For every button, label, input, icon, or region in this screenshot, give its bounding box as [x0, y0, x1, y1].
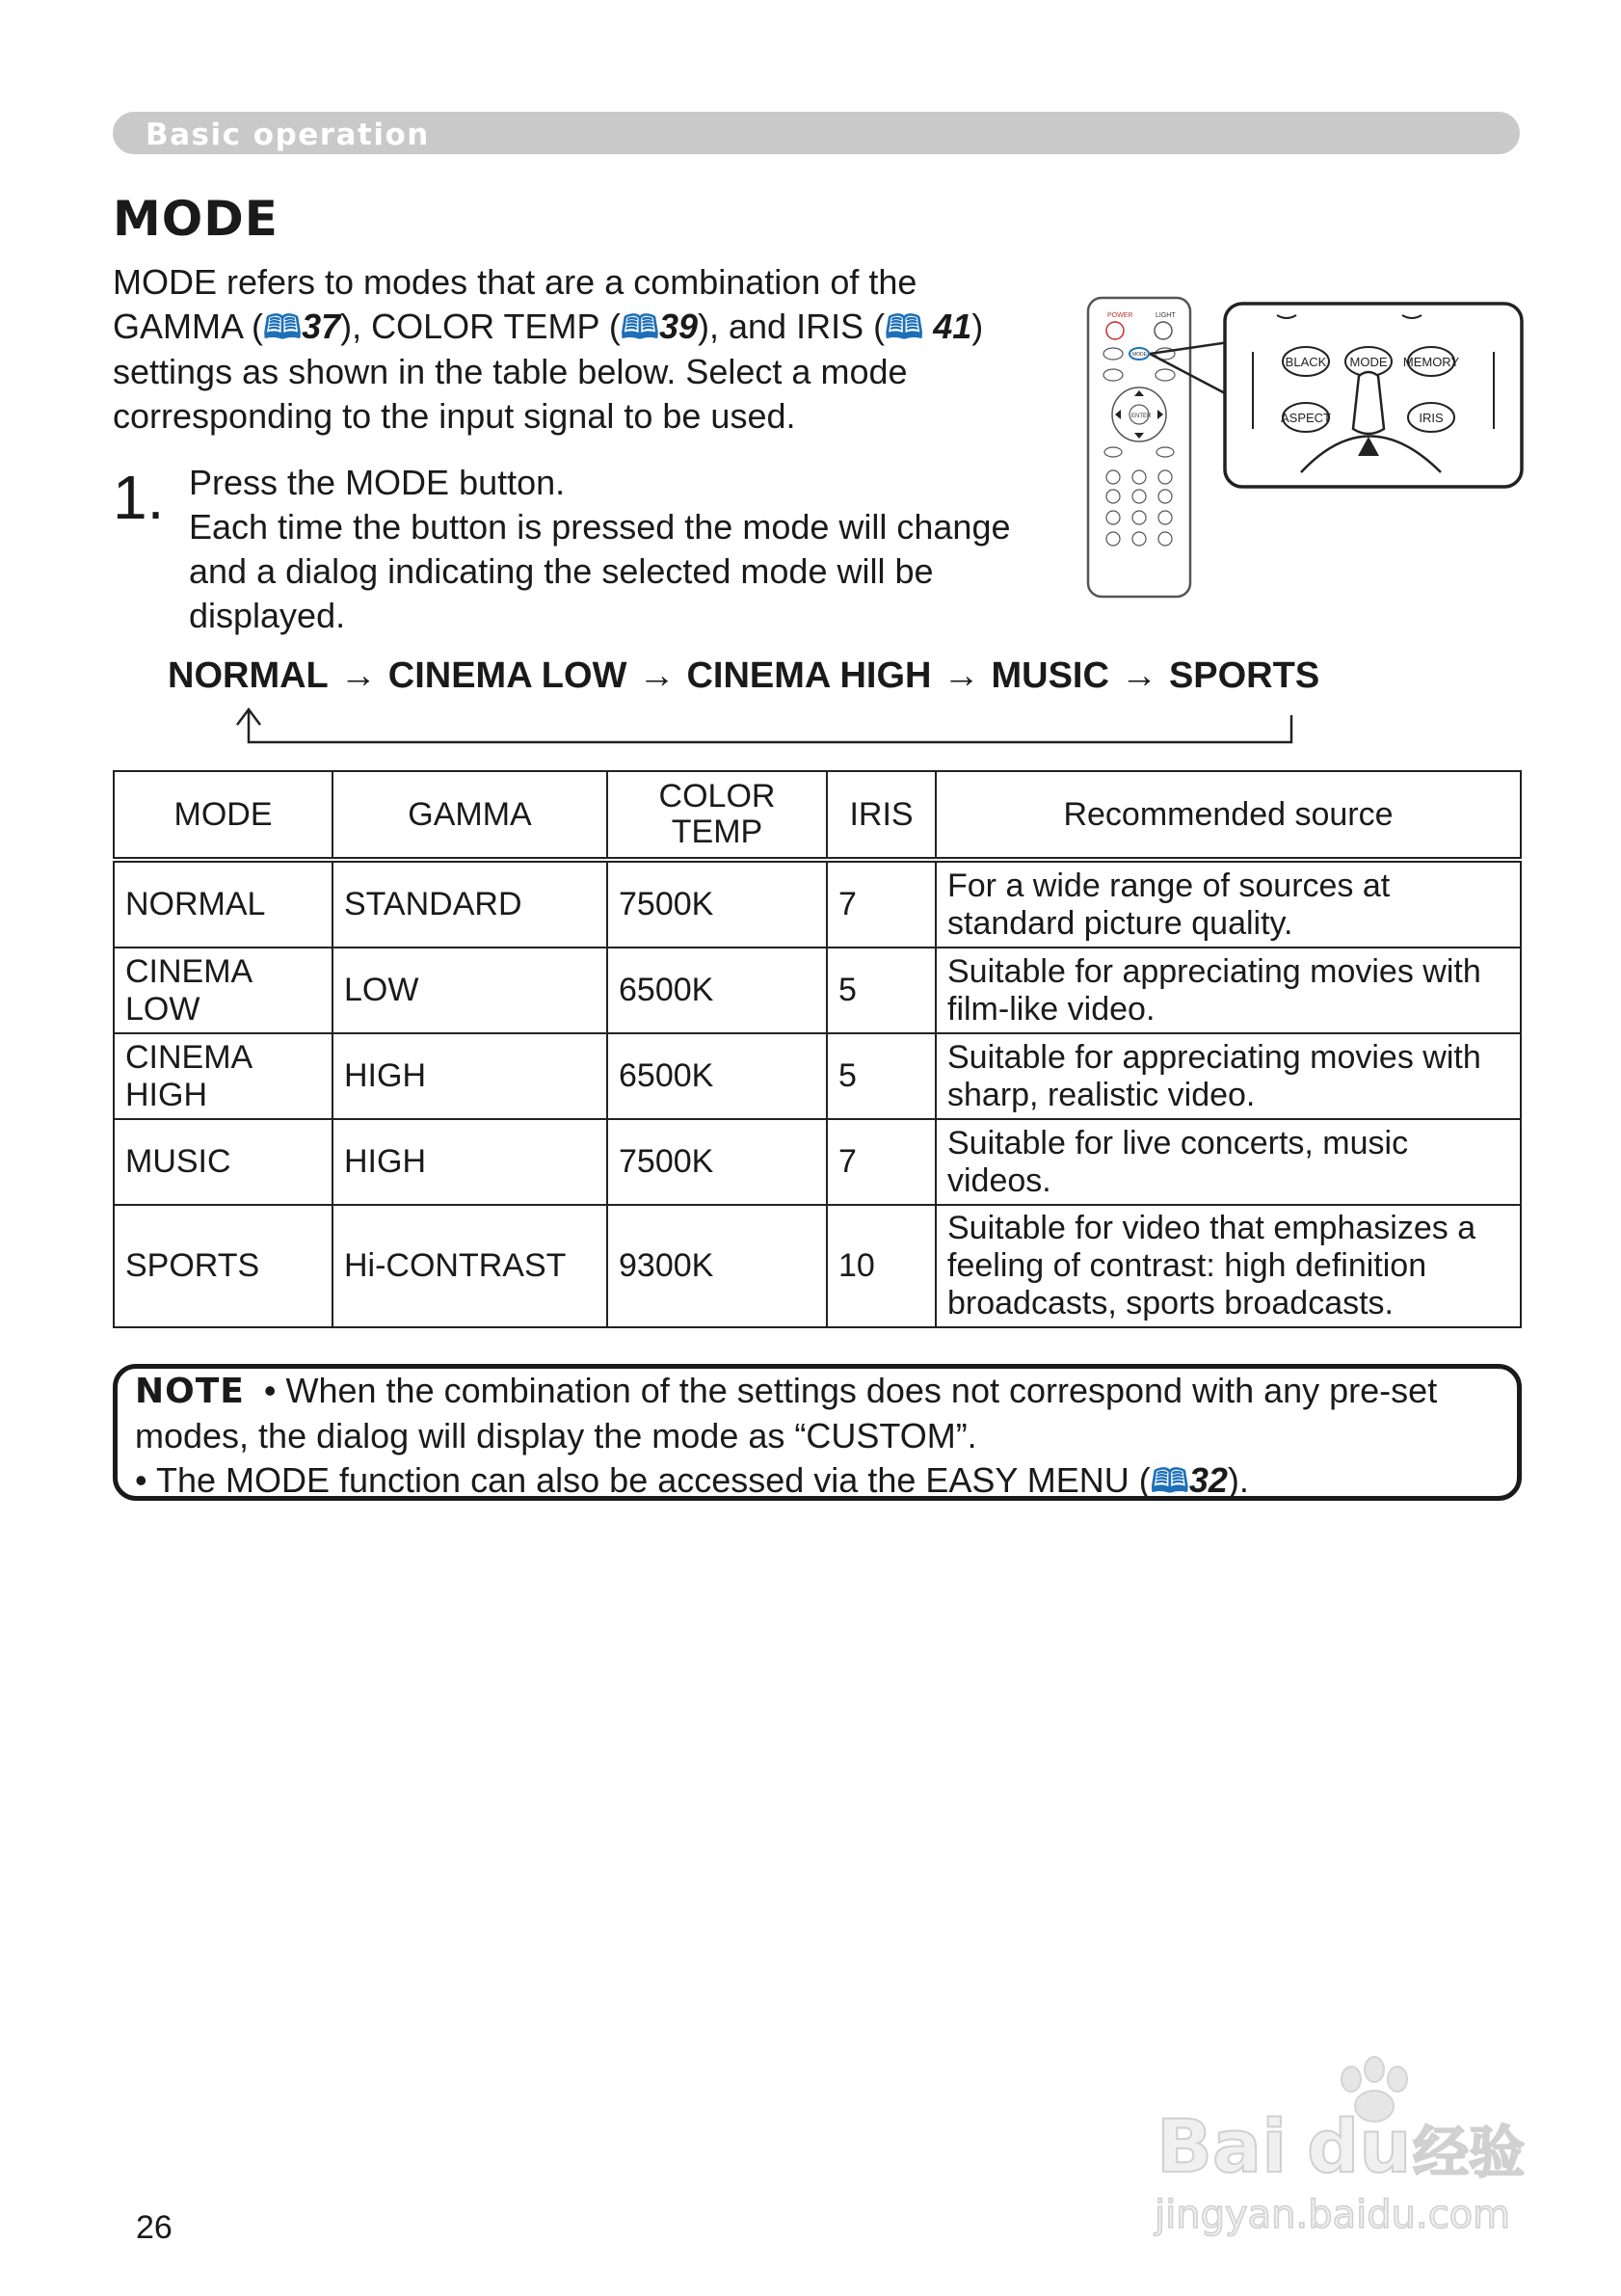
- mode-cell-text: CINEMA LOW: [125, 952, 252, 1028]
- watermark-text-bai: Bai: [1156, 2103, 1288, 2189]
- reference-link-gamma[interactable]: [263, 307, 340, 346]
- reference-page: 39: [658, 307, 699, 346]
- reference-page: 41: [933, 307, 972, 346]
- table-row: [114, 1033, 1521, 1119]
- note-label: NOTE: [135, 1372, 245, 1411]
- finger-icon: [1353, 372, 1384, 434]
- iris-cell: 5: [827, 1033, 936, 1119]
- arrow-right-icon: →: [1120, 655, 1157, 696]
- column-header: MODE: [114, 771, 332, 860]
- reference-page: 32: [1188, 1460, 1228, 1500]
- table-row: [114, 860, 1521, 948]
- step-line-1: Press the MODE button.: [189, 463, 566, 502]
- source-cell: Suitable for appreciating movies with sharp, realistic video.: [936, 1033, 1521, 1119]
- watermark-url: jingyan.baidu.com: [1155, 2193, 1511, 2237]
- light-label: LIGHT: [1156, 312, 1176, 319]
- mode-cell: SPORTS: [114, 1205, 332, 1327]
- book-icon: 🕮: [885, 309, 924, 346]
- mode-cell-text: CINEMA HIGH: [125, 1038, 252, 1113]
- source-cell: Suitable for live concerts, music videos.: [936, 1119, 1521, 1205]
- gamma-cell: HIGH: [332, 1119, 607, 1205]
- mode-cell: MUSIC: [114, 1119, 332, 1205]
- enter-label: ENTER: [1131, 414, 1152, 419]
- book-icon: 🕮: [620, 309, 659, 346]
- light-icon: [1155, 322, 1172, 339]
- sequence-item: SPORTS: [1168, 655, 1320, 696]
- mode-cell: [114, 1033, 332, 1119]
- page-title: MODE: [113, 191, 279, 247]
- source-cell: Suitable for video that emphasizes a feeling of contrast: high definition broadcasts, sports broadcasts.: [936, 1205, 1521, 1327]
- gamma-cell: Hi-CONTRAST: [332, 1205, 607, 1327]
- column-header-text: COLOR TEMP: [658, 778, 776, 850]
- book-icon: 🕮: [263, 309, 303, 346]
- power-icon: [1106, 322, 1124, 339]
- step-line-2: Each time the button is pressed the mode will change and a dialog indicating the selected mode will be displayed.: [189, 507, 1011, 635]
- sequence-loop-arrow: [222, 704, 1301, 752]
- iris-button-label: IRIS: [1419, 411, 1444, 425]
- iris-cell: 7: [827, 1119, 936, 1205]
- color-temp-cell: 9300K: [607, 1205, 827, 1327]
- watermark-text-jingyan: 经验: [1413, 2120, 1526, 2185]
- gamma-cell: LOW: [332, 948, 607, 1033]
- note-bullet-1: • When the combination of the settings does not correspond with any pre-set modes, the dialog will display the mode as “CUSTOM”.: [135, 1371, 1438, 1455]
- sequence-item: CINEMA LOW: [387, 655, 627, 696]
- remote-control-illustration: [1084, 294, 1528, 602]
- intro-text-2: ), COLOR TEMP (: [340, 307, 621, 346]
- intro-text-1: MODE refers to modes that are a combination of the GAMMA (: [113, 262, 917, 346]
- step-text: [189, 461, 1056, 638]
- mode-table: [113, 770, 1522, 1328]
- reference-link-iris[interactable]: [885, 307, 971, 346]
- watermark-text-du: du: [1307, 2103, 1412, 2189]
- gamma-cell: HIGH: [332, 1033, 607, 1119]
- book-icon: 🕮: [1150, 1463, 1189, 1500]
- intro-text-3: ), and IRIS (: [698, 307, 886, 346]
- arrow-right-icon: →: [943, 655, 980, 696]
- reference-page: 37: [302, 307, 341, 346]
- section-header-bar: [113, 112, 1520, 154]
- iris-cell: 10: [827, 1205, 936, 1327]
- page-number: 26: [136, 2209, 173, 2246]
- section-label: Basic operation: [146, 118, 430, 152]
- color-temp-cell: 6500K: [607, 948, 827, 1033]
- note-text-2: [135, 1458, 1517, 1504]
- note-box: [113, 1364, 1522, 1501]
- color-temp-cell: 7500K: [607, 1119, 827, 1205]
- remote-body: [1088, 298, 1190, 597]
- gamma-cell: STANDARD: [332, 860, 607, 948]
- arrow-right-icon: →: [638, 655, 676, 696]
- mode-cell: NORMAL: [114, 860, 332, 948]
- source-cell: For a wide range of sources at standard picture quality.: [936, 860, 1521, 948]
- memory-button-label: MEMORY: [1402, 355, 1460, 369]
- table-row: [114, 1205, 1521, 1327]
- sequence-item: MUSIC: [991, 655, 1109, 696]
- mode-sequence: [168, 655, 1319, 697]
- sequence-item: NORMAL: [168, 655, 329, 696]
- table-header-row: [114, 771, 1521, 860]
- color-temp-cell: 6500K: [607, 1033, 827, 1119]
- power-label: POWER: [1107, 312, 1133, 319]
- step-number: 1.: [113, 463, 165, 532]
- aspect-button-label: ASPECT: [1280, 411, 1332, 425]
- reference-link-color-temp[interactable]: [621, 307, 698, 346]
- arrow-right-icon: →: [339, 655, 377, 696]
- baidu-watermark-logo: [1128, 2048, 1552, 2241]
- intro-text-4: ) settings as shown in the table below. Select a mode corresponding to the input signal to be used.: [113, 307, 984, 436]
- source-cell: Suitable for appreciating movies with film-like video.: [936, 948, 1521, 1033]
- column-header: GAMMA: [332, 771, 607, 860]
- note-text-1: [135, 1369, 1517, 1458]
- table-row: [114, 948, 1521, 1033]
- reference-link-easy-menu[interactable]: [1151, 1460, 1228, 1500]
- table-row: [114, 1119, 1521, 1205]
- note-bullet-2-end: ).: [1227, 1460, 1249, 1500]
- column-header: IRIS: [827, 771, 936, 860]
- iris-cell: 7: [827, 860, 936, 948]
- column-header: Recommended source: [936, 771, 1521, 860]
- mode-cell: [114, 948, 332, 1033]
- black-button-label: BLACK: [1285, 355, 1327, 369]
- iris-cell: 5: [827, 948, 936, 1033]
- note-bullet-2: • The MODE function can also be accessed via the EASY MENU (: [135, 1460, 1151, 1500]
- mode-button-label: MODE: [1349, 355, 1388, 369]
- mode-small-label: MODE: [1132, 352, 1147, 358]
- sequence-item: CINEMA HIGH: [686, 655, 932, 696]
- intro-paragraph: [113, 260, 1038, 439]
- column-header: [607, 771, 827, 860]
- color-temp-cell: 7500K: [607, 860, 827, 948]
